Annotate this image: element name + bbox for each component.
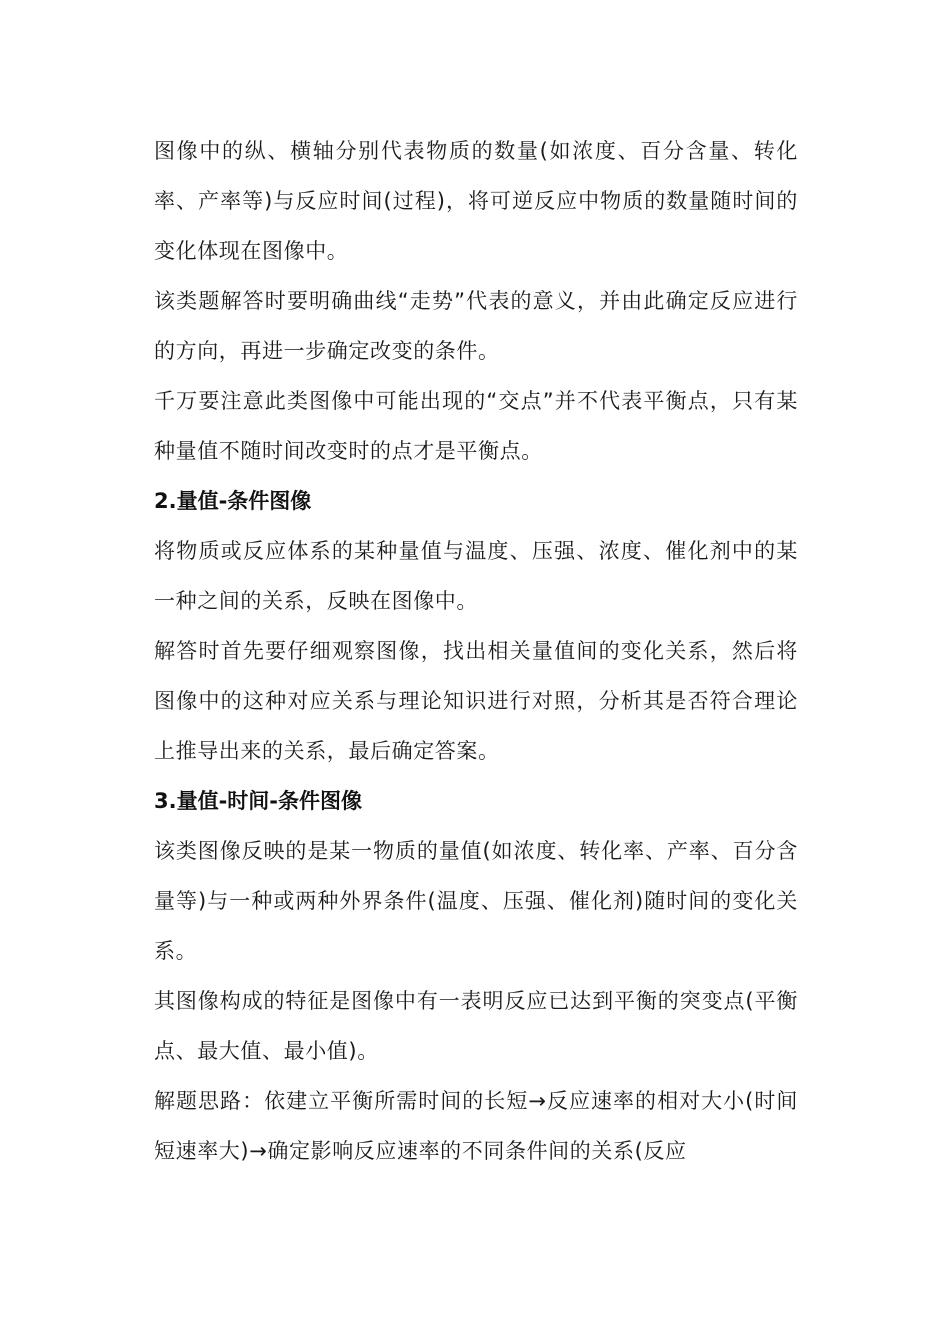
paragraph-quantity-condition-intro: 将物质或反应体系的某种量值与温度、压强、浓度、催化剂中的某一种之间的关系，反映在图像中。: [154, 539, 798, 613]
paragraph-qtc-intro: 该类图像反映的是某一物质的量值(如浓度、转化率、产率、百分含量等)与一种或两种外界条件(温度、压强、催化剂)随时间的变化关系。: [154, 839, 798, 963]
document-body: [154, 126, 798, 1176]
paragraph-intersection-note: 千万要注意此类图像中可能出现的“交点”并不代表平衡点，只有某种量值不随时间改变时的点才是平衡点。: [154, 389, 798, 463]
paragraph-qtc-feature: 其图像构成的特征是图像中有一表明反应已达到平衡的突变点(平衡点、最大值、最小值)。: [154, 989, 798, 1063]
heading-quantity-time-condition: 3.量值-时间-条件图像: [154, 789, 363, 813]
paragraph-qtc-approach: 解题思路：依建立平衡所需时间的长短→反应速率的相对大小(时间短速率大)→确定影响反应速率的不同条件间的关系(反应: [154, 1089, 798, 1163]
paragraph-quantity-condition-method: 解答时首先要仔细观察图像，找出相关量值间的变化关系，然后将图像中的这种对应关系与理论知识进行对照，分析其是否符合理论上推导出来的关系，最后确定答案。: [154, 639, 798, 763]
heading-quantity-condition: 2.量值-条件图像: [154, 489, 312, 513]
paragraph-quantity-time-intro: 图像中的纵、横轴分别代表物质的数量(如浓度、百分含量、转化率、产率等)与反应时间(过程)，将可逆反应中物质的数量随时间的变化体现在图像中。: [154, 139, 798, 263]
paragraph-curve-trend: 该类题解答时要明确曲线“走势”代表的意义，并由此确定反应进行的方向，再进一步确定改变的条件。: [154, 289, 798, 363]
